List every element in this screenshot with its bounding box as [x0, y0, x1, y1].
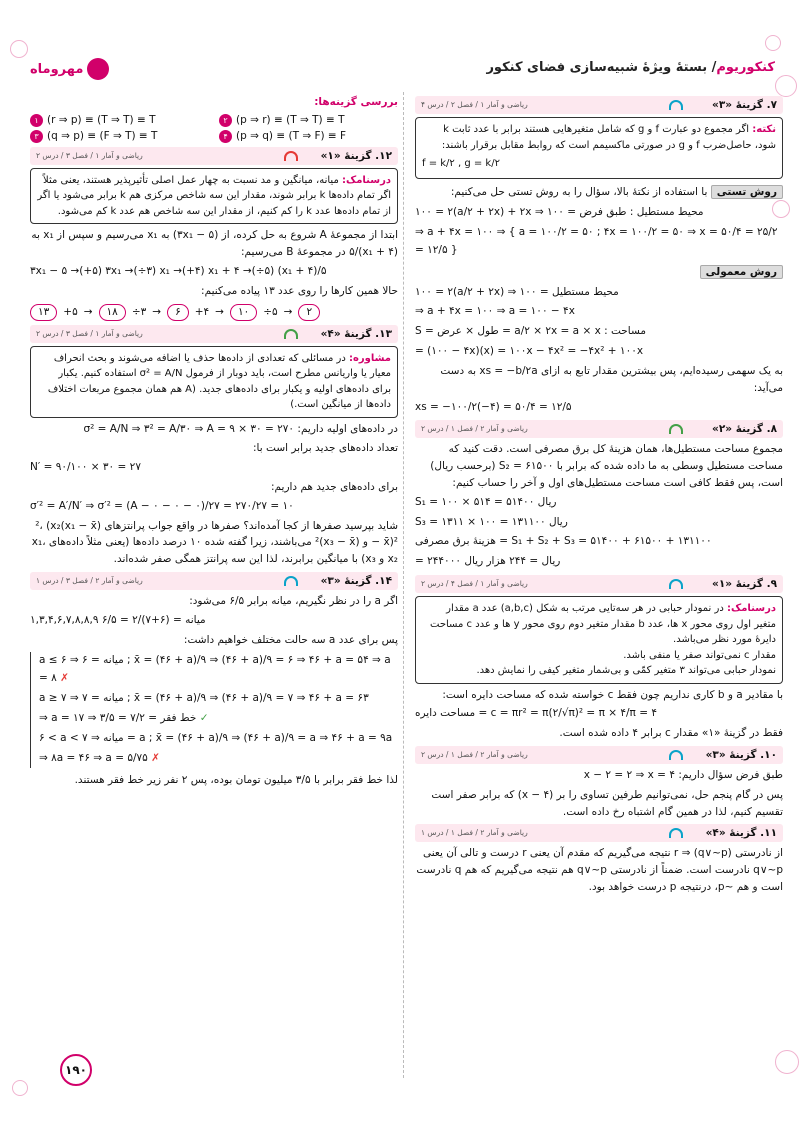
difficulty-icon — [669, 100, 683, 110]
math-line — [39, 710, 398, 728]
number-chain: ۱۳ +۵ → ۱۸ ÷۳ → ۶ +۴ → ۱۰ ÷۵ → ۲ — [30, 304, 398, 321]
text: مهروماه — [30, 61, 84, 77]
text: مقدار c نمی‌تواند صفر یا منفی باشد. — [623, 649, 776, 661]
question-header — [415, 96, 783, 114]
difficulty-icon — [284, 151, 298, 161]
method-tag: روش تستی — [711, 185, 783, 199]
text: ۱۲. گزینهٔ «۱» — [320, 149, 392, 162]
paragraph: برای داده‌های جدید هم داریم: — [271, 481, 398, 494]
butterfly-icon — [87, 58, 109, 80]
text: +۴ — [194, 306, 210, 319]
text: ۷. گزینهٔ «۳» — [712, 99, 777, 111]
text: (p ⇒ r) ≡ (T ⇒ T) ≡ T — [236, 114, 345, 127]
paragraph: مجموع مساحت مستطیل‌ها، همان هزینهٔ کل برق مصرفی است. دقت کنید که مساحت مستطیل وسطی به ما داده شده که برابر با ۶۱۵۰۰ = S₂ (برحسب ریال) است، پس فقط کافی است مساحت مستطیل‌های اول و آخر را حساب کنیم: — [430, 443, 783, 489]
question-header — [415, 746, 783, 764]
paragraph: شاید بپرسید صفرها از کجا آمده‌اند؟ صفرها در واقع جواب پرانتزهای (x₁ − x̄)²، (x₂ − x̄)² و (x₃ − x̄)² می‌باشند، زیرا گفته شده ۱۰ درصد داده‌ها (یعنی مثلاً داده‌های x₁، x₂ و x₃) با میانگین برابرند، لذا این سه پرانتز همگی صفر شده‌اند. — [31, 519, 398, 566]
paragraph: حالا همین کارها را روی عدد ۱۳ پیاده می‌کنیم: — [201, 284, 398, 297]
text: اگر مجموع دو عبارت f و g که شامل متغیرهایی هستند برابر با عدد ثابت k شود، حاصل‌ضرب f و g در صورتی ماکسیمم است که روابط مقابل برقرار باشند: — [441, 124, 776, 151]
question-header — [415, 575, 783, 593]
text: با استفاده از نکتهٔ بالا، سؤال را به روش تستی حل می‌کنیم: — [450, 186, 708, 198]
text: +۵ — [63, 306, 78, 319]
paragraph — [415, 767, 783, 785]
paragraph: از نادرستی (q∨~p) ⇒ r نتیجه می‌گیریم که مقدم آن یعنی r درست و تالی آن یعنی q∨~p نادرست است. ضمناً از نادرستی q∨~p هم نتیجه می‌گیریم که هم q نادرست است و هم ~p، درنتیجه p درست خواهد بود. — [416, 847, 783, 894]
text: / بستهٔ ویژهٔ شبیه‌سازی فضای کنکور — [486, 60, 717, 75]
text: a ≤ ۶ ⇒ میانه = ۶ ; x̄ = (۴۶ + a)/۹ ⇒ (۴۶ + a)/۹ = ۶ ⇒ ۴۶ + a = ۵۴ ⇒ a = ۸ — [39, 654, 391, 685]
text: ⇒ ۸a = ۴۶ ⇒ a = ۵/۷۵ — [39, 751, 148, 764]
wrong-icon: ✗ — [151, 751, 160, 764]
math-line: N′ = ۹۰/۱۰۰ × ۳۰ = ۲۷ — [30, 461, 141, 474]
decor-circle — [12, 1080, 28, 1096]
text: ۸. گزینهٔ «۲» — [712, 423, 777, 436]
text: ۲ — [219, 114, 232, 127]
text: ۳ — [30, 130, 43, 143]
text: ۱۳. گزینهٔ «۴» — [320, 327, 392, 340]
math-line: ۱۰۰ = ۲(a/۲ + ۲x) + ۲x ⇒ ۱۰۰ = محیط مستطیل : طبق فرض — [415, 206, 704, 218]
paragraph: با مقادیر a و b کاری نداریم چون فقط c خواسته شده که مساحت دایره است: — [442, 688, 783, 701]
review-title: بررسی گزینه‌ها: — [314, 96, 398, 108]
math-line: f = k/۲ , g = k/۲ — [422, 158, 500, 169]
brand-title — [486, 60, 775, 75]
text: ۱ — [30, 114, 43, 127]
text: ⇒ a = ۱۷ ⇒ خط فقر = ۷/۲ = ۳/۵ — [39, 712, 197, 725]
paragraph: پس در گام پنجم حل، نمی‌توانیم طرفین تساوی را بر (x − ۴) که برابر صفر است تقسیم کنیم، لذا در همین گام اشتباه رخ داده است. — [431, 788, 783, 818]
text: در مسائلی که تعدادی از داده‌ها حذف یا اضافه می‌شوند و بحث انحراف معیار یا واریانس مطرح است، باید دوبار از فرمول σ² = A/N استفاده کنیم. یکبار برای داده‌های اولیه و یکبار برای داده‌های جدید. (A هم همان مجموع مربعات اختلاف داده‌ها از میانگین است.) — [47, 352, 391, 411]
math-line: ۱,۳,۴,۶,۷,۸,۸,۹ میانه = (۶+۷)/۲ = ۶/۵ — [30, 613, 206, 626]
question-header — [30, 147, 398, 165]
text: ۴ — [219, 130, 232, 143]
options-grid — [30, 114, 398, 143]
math-line: σ² = A/N ⇒ ۳² = A/۳۰ ⇒ A = ۹ × ۳۰ = ۲۷۰ — [83, 422, 295, 435]
text: نکته: — [752, 124, 776, 135]
text: ریاضی و آمار ۲ / فصل ۱ / درس ۲ — [421, 424, 528, 434]
text: در داده‌های اولیه داریم: — [297, 422, 398, 435]
left-column — [30, 92, 398, 1083]
paragraph: به یک سهمی رسیده‌ایم، پس بیشترین مقدار تابع به ازای xs = −b/۲a به دست می‌آید: — [440, 364, 783, 394]
text: ÷۵ — [263, 306, 278, 319]
math-line: σ′² = A′/N′ ⇒ σ′² = (A − ۰ − ۰ − ۰)/۲۷ = ۲۷۰/۲۷ = ۱۰ — [30, 499, 294, 512]
text: ۲ — [298, 304, 320, 321]
question-header — [30, 572, 398, 590]
difficulty-icon — [284, 576, 298, 586]
cases-block — [30, 652, 398, 767]
text: میانه، میانگین و مد نسبت به چهار عمل اصلی تأثیرپذیر هستند، یعنی مثلاً اگر تمام داده‌ها k برابر شوند، مقدار این سه شاخص مرکزی هم k برابر می‌شود یا اگر از تمام داده‌ها عدد k را کم کنیم، از مقدار این سه شاخص هم عدد k کم می‌شود. — [37, 174, 391, 217]
math-line: S₁ = ۱۰۰ × ۵۱۴ = ۵۱۴۰۰ ریال — [415, 495, 557, 508]
question-header — [415, 824, 783, 842]
text: ۶ — [167, 304, 189, 321]
page-number: ۱۹۰ — [60, 1054, 92, 1086]
question-header — [30, 325, 398, 343]
method-tag: روش معمولی — [700, 265, 783, 279]
text: درسنامک: — [342, 174, 391, 186]
difficulty-icon — [669, 579, 683, 589]
text: ریاضی و آمار ۲ / فصل ۳ / درس ۱ — [36, 576, 143, 586]
text: ۹. گزینهٔ «۱» — [712, 578, 777, 591]
text — [30, 130, 209, 143]
math-line: = ۲۴۴۰۰۰ ریال = ۲۴۴ هزار ریال — [415, 555, 561, 568]
paragraph: تعداد داده‌های جدید برابر است با: — [253, 442, 398, 455]
right-column — [415, 92, 783, 1083]
page-header — [30, 52, 775, 88]
math-line: S = طول × عرض = a/۲ × ۲x = a × x : مساحت — [415, 325, 646, 338]
math-line: = (۱۰۰ − ۴x)(x) = ۱۰۰x − ۴x² = −۴x² + ۱۰۰x — [415, 345, 644, 358]
difficulty-icon — [669, 424, 683, 434]
text: کنکوریوم — [716, 60, 775, 75]
math-line: ۳x₁ − ۵ →(+۵) ۳x₁ →(÷۳) x₁ →(+۴) x₁ + ۴ →(÷۵) (x₁ + ۴)/۵ — [30, 264, 327, 277]
math-line: ۶ < a < ۷ ⇒ میانه = a ; x̄ = (۴۶ + a)/۹ ⇒ (۴۶ + a)/۹ = a ⇒ ۴۶ + a = ۹a — [39, 731, 393, 744]
text: مشاوره: — [349, 352, 391, 364]
text: ریاضی و آمار ۱ / فصل ۳ / درس ۲ — [36, 150, 143, 160]
lesson-box — [415, 596, 783, 684]
text: ۱۰ — [230, 304, 257, 321]
lesson-box — [30, 168, 398, 225]
paragraph — [30, 421, 398, 439]
correct-icon: ✓ — [199, 712, 209, 725]
advice-box — [30, 346, 398, 418]
math-line: مساحت دایره = c = πr² = π(۲/√π)² = π × ۴/π = ۴ — [415, 707, 657, 720]
wrong-icon: ✗ — [60, 672, 69, 685]
text: در نمودار حبابی در هر سه‌تایی مرتب به شکل (a,b,c) عدد a مقدار متغیر اول روی محور x ها، عدد b مقدار متغیر دوم روی محور y ها و عدد c مساحت دایرهٔ مورد نظر می‌باشد. — [430, 603, 776, 646]
difficulty-icon — [284, 329, 298, 339]
math-line — [39, 652, 398, 688]
text: ریاضی و آمار ۱ / فصل ۴ / درس ۲ — [421, 579, 528, 589]
text: طبق فرض سؤال داریم: — [678, 769, 783, 782]
paragraph: پس برای عدد a سه حالت مختلف خواهیم داشت: — [183, 633, 398, 646]
text: ریاضی و آمار ۱ / فصل ۲ / درس ۴ — [421, 100, 528, 109]
difficulty-icon — [669, 750, 683, 760]
math-line: ⇒ a + ۴x = ۱۰۰ ⇒ { a = ۱۰۰/۲ = ۵۰ ; ۴x = ۱۰۰/۲ = ۵۰ ⇒ x = ۵۰/۴ = ۲۵/۲ = ۱۲/۵ } — [415, 225, 778, 256]
paragraph: ابتدا از مجموعهٔ A شروع به حل کرده، از (۵ − ۳x₁) به x₁ می‌رسیم و سپس از x₁ به (x₁ + ۴)/۵ در مجموعهٔ B می‌رسیم: — [31, 229, 398, 259]
text — [219, 130, 398, 143]
math-line: S₃ = ۱۳۱۱ × ۱۰۰ = ۱۳۱۱۰۰ ریال — [415, 515, 568, 528]
text: درسنامک: — [727, 603, 776, 615]
math-line: a ≥ ۷ ⇒ میانه = ۷ ; x̄ = (۴۶ + a)/۹ ⇒ (۴۶ + a)/۹ = ۷ ⇒ ۴۶ + a = ۶۳ — [39, 692, 369, 705]
text: ۱۳ — [30, 304, 57, 321]
text: ۱۸ — [99, 304, 126, 321]
question-header — [415, 420, 783, 438]
math-line: ⇒ a + ۴x = ۱۰۰ ⇒ a = ۱۰۰ − ۴x — [415, 305, 575, 318]
paragraph: لذا خط فقر برابر با ۳/۵ میلیون تومان بوده، پس ۲ نفر زیر خط فقر هستند. — [74, 773, 398, 786]
text — [30, 114, 209, 127]
text: ۱۱. گزینهٔ «۴» — [705, 827, 777, 840]
text: ÷۳ — [131, 306, 147, 319]
text: ریاضی و آمار ۱ / فصل ۳ / درس ۲ — [36, 328, 143, 338]
text: (q ⇒ p) ≡ (F ⇒ T) ≡ T — [47, 130, 158, 143]
paragraph: فقط در گزینهٔ «۱» مقدار c برابر ۴ داده شده است. — [559, 727, 783, 740]
publisher-logo — [30, 58, 109, 80]
decor-circle — [10, 40, 28, 58]
math-line: xs = −۱۰۰/۲(−۴) = ۵۰/۴ = ۱۲/۵ — [415, 400, 572, 413]
text: ریاضی و آمار ۲ / فصل ۱ / درس ۲ — [421, 750, 528, 760]
column-divider — [403, 92, 404, 1078]
math-line: x − ۲ = ۲ ⇒ x = ۴ — [583, 769, 675, 782]
text: ۱۰. گزینهٔ «۳» — [705, 749, 777, 762]
difficulty-icon — [669, 828, 683, 838]
math-line: ۱۰۰ = ۲(a/۲ + ۲x) ⇒ ۱۰۰ = محیط مستطیل — [415, 285, 619, 298]
note-box — [415, 117, 783, 179]
text — [219, 114, 398, 127]
text: نمودار حبابی می‌تواند ۳ متغیر کمّی و بی‌شمار متغیر کیفی را نمایش دهد. — [476, 665, 776, 677]
math-line: هزینهٔ برق مصرفی = S₁ + S₂ + S₃ = ۵۱۴۰۰ + ۶۱۵۰۰ + ۱۳۱۱۰۰ — [415, 535, 712, 548]
text: (p ⇒ q) ≡ (T ⇒ F) ≡ F — [236, 130, 347, 143]
text: ریاضی و آمار ۲ / فصل ۱ / درس ۱ — [421, 828, 528, 838]
decor-circle — [765, 35, 781, 51]
paragraph: اگر a را در نظر نگیریم، میانه برابر ۶/۵ می‌شود: — [189, 595, 398, 608]
math-line — [39, 750, 398, 768]
text: ۱۴. گزینهٔ «۳» — [320, 575, 392, 588]
text: (r ⇒ p) ≡ (T ⇒ T) ≡ T — [47, 114, 156, 127]
